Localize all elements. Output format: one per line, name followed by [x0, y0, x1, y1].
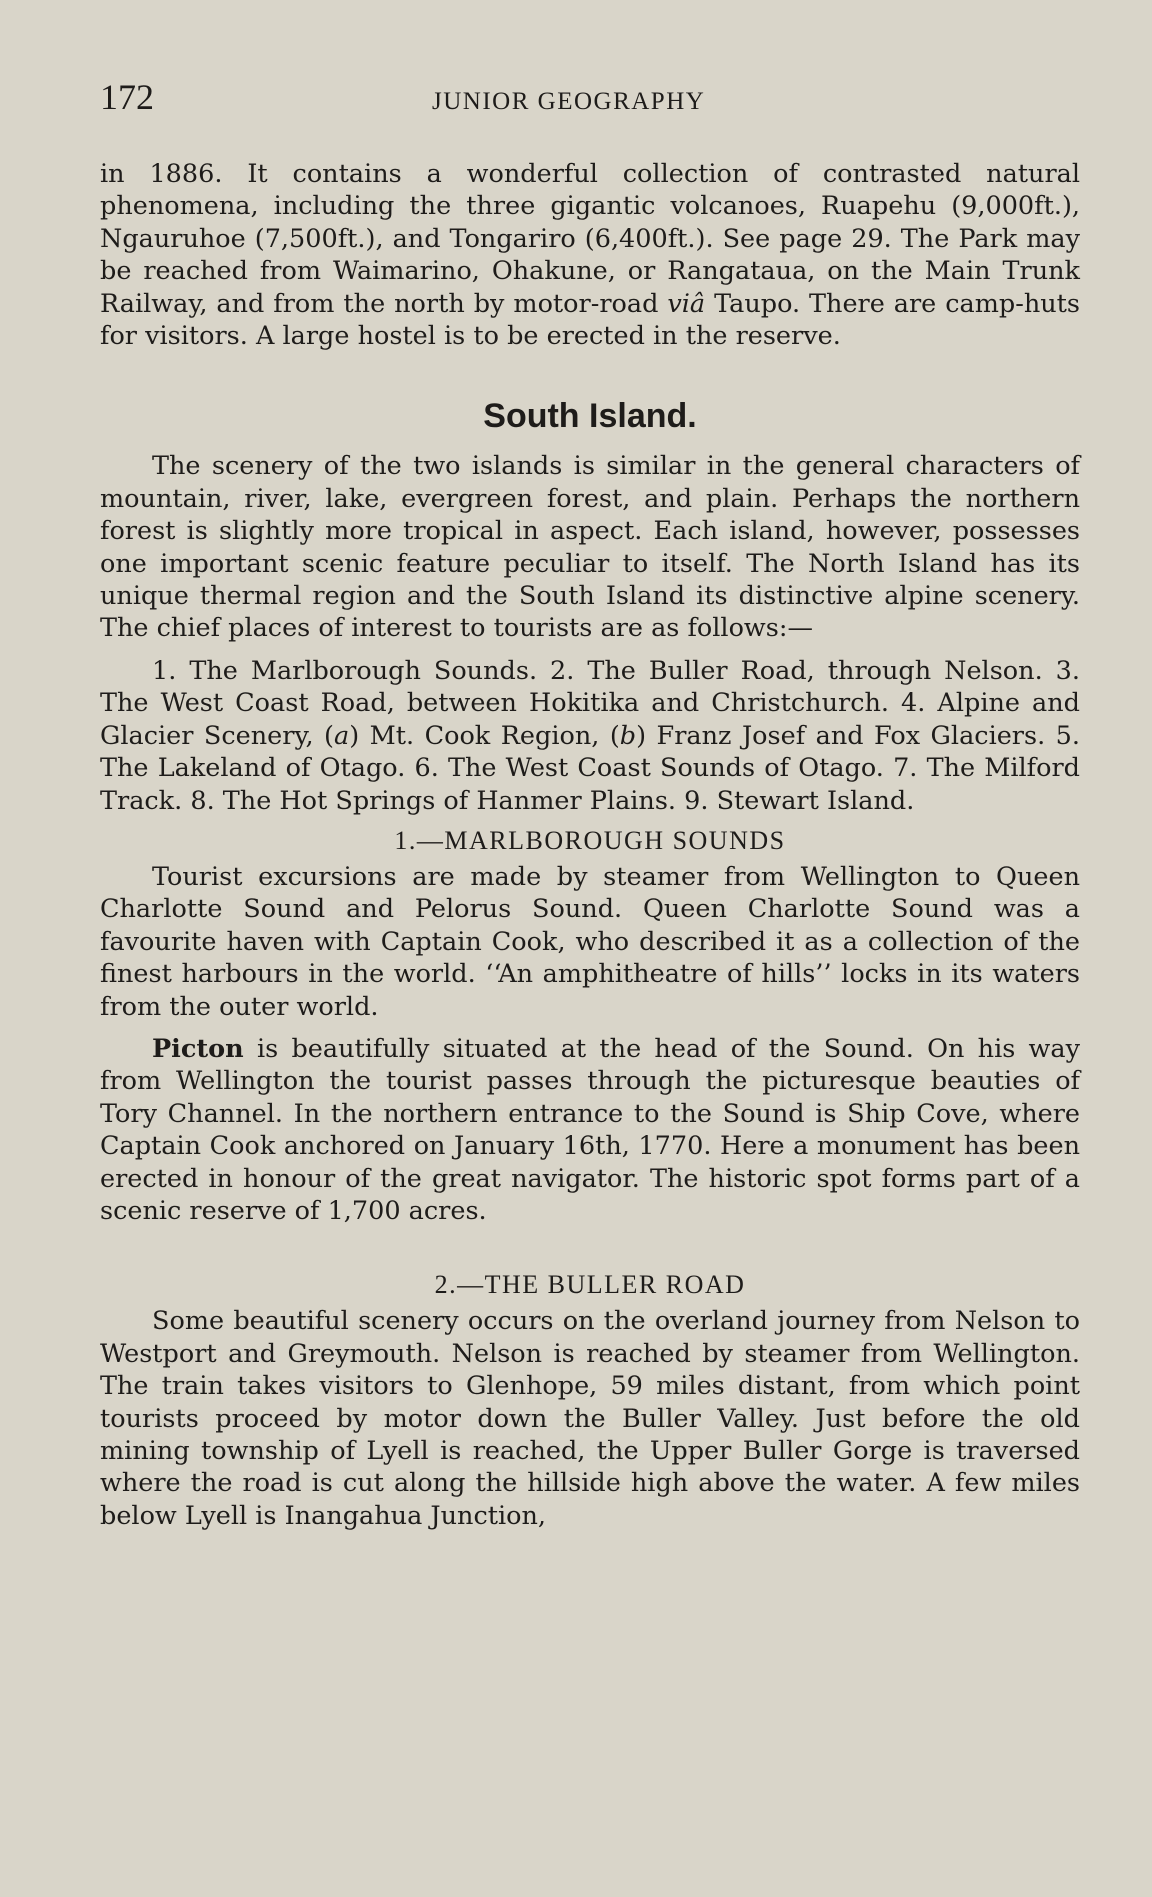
buller-heading: 2.—THE BULLER ROAD [434, 1270, 746, 1300]
intro-paragraph [100, 158, 1080, 352]
intro-via: viâ [667, 288, 706, 319]
page-number: 172 [100, 77, 154, 117]
marlborough-paragraph: Tourist excursions are made by steamer from Wellington to Queen Charlotte Sound and Pelorus Sound. Queen Charlotte Sound was a favourite haven with Captain Cook, who described it as a collection of the finest harbours in the world. ‘‘An amphitheatre of hills’’ locks in its waters from the outer world. [100, 861, 1080, 1022]
intro-text: in 1886. It contains a wonderful collection of contrasted natural phenomena, including the three gigantic volcanoes, Ruapehu (9,000ft.), Ngauruhoe (7,500ft.), and Tongariro (6,400ft.). See page 29. The Park may be reached from Waimarino, Ohakune, or Rangataua, on the Main Trunk Railway, and from the north by motor-road [100, 159, 1080, 319]
list-letter-b: b [619, 720, 637, 751]
list-part-c: ) Franz Josef and Fox Glaciers. 5. The Lakeland of Otago. 6. The West Coast Sounds of Otago. 7. The Milford Track. 8. The Hot Springs of Hanmer Plains. 9. Stewart Island. [100, 720, 1080, 816]
picton-text: is beautifully situated at the head of the Sound. On his way from Wellington the tourist passes through the picturesque beauties of Tory Channel. In the northern entrance to the Sound is Ship Cove, where Captain Cook anchored on January 16th, 1770. Here a monument has been erected in honour of the great navigator. The historic spot forms part of a scenic reserve of 1,700 acres. [100, 1033, 1080, 1226]
running-head: JUNIOR GEOGRAPHY [432, 88, 706, 115]
buller-paragraph: Some beautiful scenery occurs on the overland journey from Nelson to Westport and Greymouth. Nelson is reached by steamer from Wellington. The train takes visitors to Glenhope, 59 miles distant, from which point tourists proceed by motor down the Buller Valley. Just before the old mining township of Lyell is reached, the Upper Buller Gorge is traversed where the road is cut along the hillside high above the water. A few miles below Lyell is Inangahua Junction, [100, 1306, 1080, 1531]
picton-paragraph [100, 1033, 1080, 1227]
south-island-heading: South Island. [483, 397, 697, 436]
page-header [100, 76, 1080, 126]
tourist-places-list [100, 655, 1080, 817]
page-body [100, 158, 1080, 1532]
picton-term: Picton [152, 1033, 244, 1064]
list-letter-a: a [334, 720, 350, 751]
list-part-a: 1. The Marlborough Sounds. 2. The Buller Road, through Nelson. 3. The West Coast Road, between Hokitika and Christchurch. 4. Alpine and Glacier Scenery, ( [100, 655, 1080, 751]
marlborough-heading: 1.—MARLBOROUGH SOUNDS [394, 825, 786, 855]
intro-text-end: Taupo. There are camp-huts for visitors. A large hostel is to be erected in the reserve. [100, 288, 1081, 352]
south-island-paragraph: The scenery of the two islands is similar in the general characters of mountain, river, lake, evergreen forest, and plain. Perhaps the northern forest is slightly more tropical in aspect. Each island, however, possesses one important scenic feature peculiar to itself. The North Island has its unique thermal region and the South Island its distinctive alpine scenery. The chief places of interest to tourists are as follows:— [100, 451, 1080, 644]
list-part-b: ) Mt. Cook Region, ( [349, 720, 620, 751]
